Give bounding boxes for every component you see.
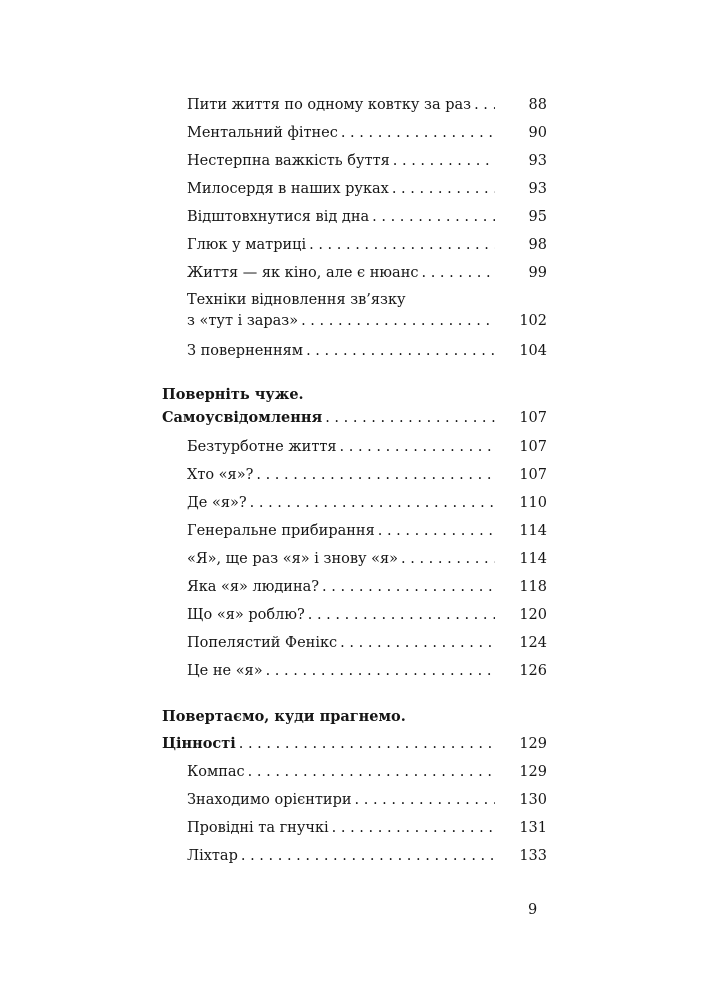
leader-dots <box>322 408 495 428</box>
toc-entry-page: 129 <box>519 736 547 752</box>
toc-entry-title: Компас <box>187 764 245 780</box>
leader-dots <box>352 790 495 810</box>
toc-entry-title-line1: Техніки відновлення зв’язку <box>187 292 406 308</box>
leader-dots <box>419 263 496 283</box>
toc-entry-title: Милосердя в наших руках <box>187 181 389 197</box>
toc-entry-page: 93 <box>528 181 547 197</box>
leader-dots <box>319 577 495 597</box>
leader-dots <box>337 437 495 457</box>
toc-entry-title: Генеральне прибирання <box>187 523 375 539</box>
toc-entry-title: Ліхтар <box>187 848 238 864</box>
toc-entry-page: 93 <box>528 153 547 169</box>
toc-entry[interactable] <box>187 311 547 331</box>
toc-entry-page: 133 <box>519 848 547 864</box>
leader-dots <box>375 521 495 541</box>
toc-entry-title: Глюк у матриці <box>187 237 307 253</box>
toc-entry[interactable] <box>187 762 547 782</box>
toc-entry[interactable] <box>187 437 547 457</box>
leader-dots <box>305 605 495 625</box>
toc-entry[interactable] <box>187 151 547 171</box>
toc-entry-page: 107 <box>519 439 547 455</box>
toc-entry[interactable] <box>187 207 547 227</box>
chapter-title-line2: Самоусвідомлення <box>162 409 323 426</box>
toc-entry-page: 120 <box>519 607 547 623</box>
toc-entry-title: Попелястий Фенікс <box>187 635 338 651</box>
toc-entry-page: 131 <box>519 820 547 836</box>
toc-entry-title: «Я», ще раз «я» і знову «я» <box>187 551 399 567</box>
toc-entry[interactable] <box>187 493 547 513</box>
toc-entry[interactable] <box>187 790 547 810</box>
toc-entry-page: 114 <box>519 523 547 539</box>
chapter-title-line1: Поверніть чуже. <box>162 386 304 403</box>
chapter-title-line1: Повертаємо, куди прагнемо. <box>162 708 406 725</box>
toc-entry[interactable] <box>187 521 547 541</box>
leader-dots <box>303 341 495 361</box>
leader-dots <box>236 734 495 754</box>
toc-entry-title: З поверненням <box>187 343 304 359</box>
toc-entry-page: 88 <box>528 97 547 113</box>
chapter-title-line2: Цінності <box>162 735 236 752</box>
toc-entry-page: 98 <box>528 237 547 253</box>
toc-entry-page: 90 <box>528 125 547 141</box>
toc-entry[interactable] <box>187 179 547 199</box>
leader-dots <box>263 661 495 681</box>
leader-dots <box>306 235 495 255</box>
leader-dots <box>329 818 495 838</box>
toc-entry[interactable] <box>187 465 547 485</box>
toc-entry-title: Провідні та гнучкі <box>187 820 329 836</box>
toc-entry[interactable] <box>187 95 547 115</box>
toc-entry[interactable] <box>187 577 547 597</box>
toc-entry-page: 107 <box>519 410 547 426</box>
toc-entry-page: 118 <box>519 579 547 595</box>
leader-dots <box>390 151 495 171</box>
toc-entry-page: 124 <box>519 635 547 651</box>
leader-dots <box>245 762 495 782</box>
leader-dots <box>398 549 495 569</box>
toc-entry[interactable] <box>187 846 547 866</box>
toc-entry[interactable] <box>187 605 547 625</box>
leader-dots <box>247 493 495 513</box>
leader-dots <box>471 95 495 115</box>
toc-entry-page: 110 <box>519 495 547 511</box>
toc-entry-page: 107 <box>519 467 547 483</box>
toc-entry-title-line2: з «тут і зараз» <box>187 313 299 329</box>
toc-entry[interactable] <box>187 633 547 653</box>
toc-entry-page: 102 <box>519 313 547 329</box>
toc-entry-page: 99 <box>528 265 547 281</box>
toc-entry-title: Що «я» роблю? <box>187 607 305 623</box>
toc-entry-title: Яка «я» людина? <box>187 579 320 595</box>
toc-entry-page: 126 <box>519 663 547 679</box>
toc-entry-title: Ментальний фітнес <box>187 125 338 141</box>
toc-entry[interactable] <box>187 341 547 361</box>
leader-dots <box>298 311 495 331</box>
leader-dots <box>338 123 495 143</box>
toc-entry[interactable] <box>187 235 547 255</box>
toc-entry-page: 130 <box>519 792 547 808</box>
toc-entry-title: Безтурботне життя <box>187 439 337 455</box>
toc-entry-title: Це не «я» <box>187 663 263 679</box>
toc-entry-title: Хто «я»? <box>187 467 254 483</box>
toc-entry-title: Відштовхнутися від дна <box>187 209 370 225</box>
leader-dots <box>337 633 495 653</box>
leader-dots <box>253 465 495 485</box>
toc-entry[interactable] <box>187 263 547 283</box>
toc-entry-title: Пити життя по одному ковтку за раз <box>187 97 472 113</box>
leader-dots <box>389 179 495 199</box>
toc-chapter-entry[interactable] <box>162 734 547 754</box>
toc-entry-page: 95 <box>528 209 547 225</box>
toc-entry-page: 114 <box>519 551 547 567</box>
toc-chapter-entry[interactable] <box>162 408 547 428</box>
toc-entry[interactable] <box>187 818 547 838</box>
leader-dots <box>369 207 495 227</box>
toc-entry-page: 104 <box>519 343 547 359</box>
page-number: 9 <box>528 902 538 918</box>
leader-dots <box>238 846 495 866</box>
toc-entry-title: Нестерпна важкість буття <box>187 153 390 169</box>
toc-entry-title: Де «я»? <box>187 495 247 511</box>
toc-entry-page: 129 <box>519 764 547 780</box>
toc-entry[interactable] <box>187 549 547 569</box>
toc-entry[interactable] <box>187 661 547 681</box>
toc-entry-title: Життя — як кіно, але є нюанс <box>187 265 419 281</box>
toc-entry[interactable] <box>187 123 547 143</box>
toc-entry-title: Знаходимо орієнтири <box>187 792 352 808</box>
